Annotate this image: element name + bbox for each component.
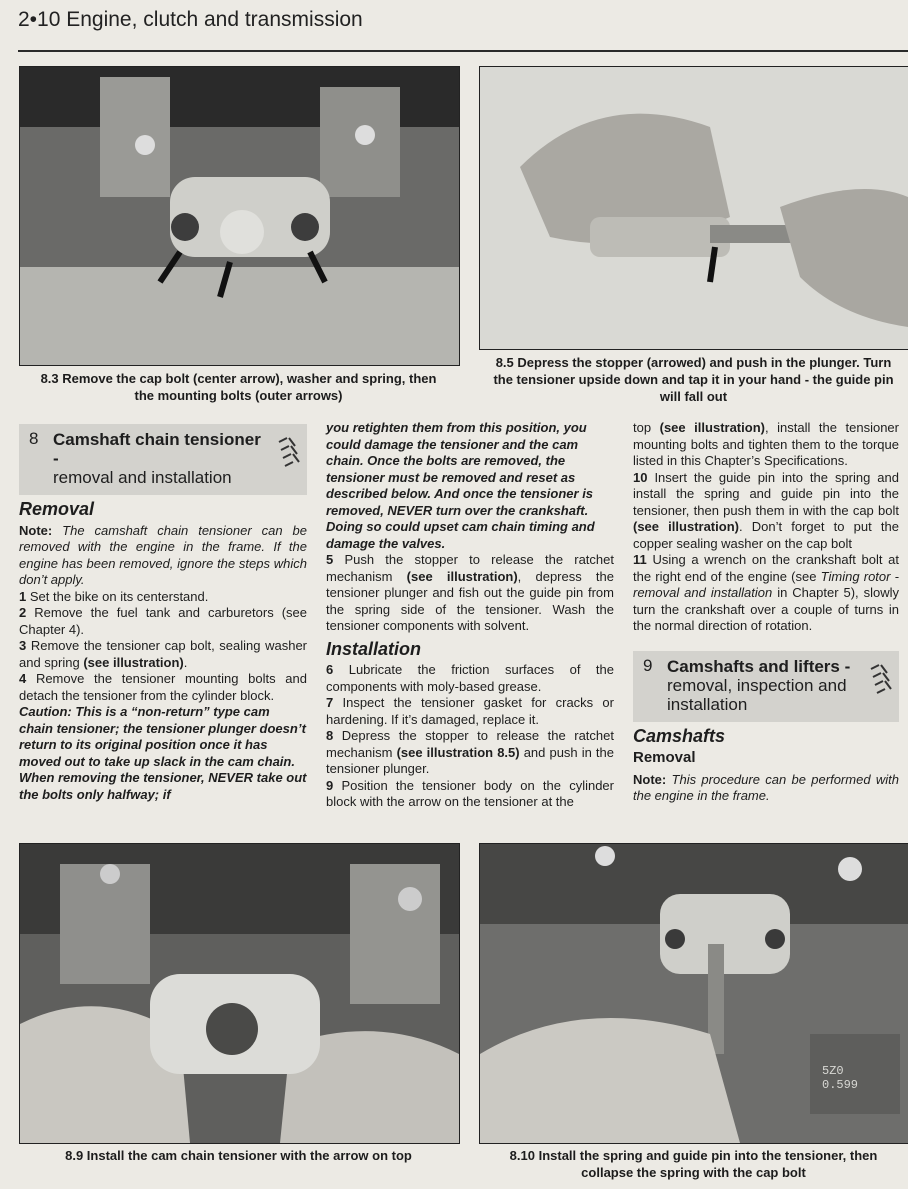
- photo-8-9: [19, 843, 460, 1144]
- spanner-rating-icon: [275, 434, 301, 472]
- caption-8-5: 8.5 Depress the stopper (arrowed) and push in the plunger. Turn the tensioner upside down and tap it in your hand - the guide pin will fall out: [493, 355, 894, 404]
- camshafts-heading: Camshafts: [633, 725, 726, 746]
- photo-8-5: [479, 66, 908, 350]
- photo-8-3: [19, 66, 460, 366]
- section-subtitle: removal and installation: [53, 468, 232, 487]
- column-2: you retighten them from this position, you could damage the tensioner and the cam chain. Once the bolts are removed, the tensioner must be removed and reset as described below. And once the tensioner is removed, NEVER turn over the crankshaft. Doing so could upset cam chain timing and damage the valves. 5 Push the stopper to release the ratchet mechanism (see illustration), depress the tensioner plunger and fish out the guide pin from the spring side of the tensioner. Wash the tensioner components with solvent. Installation 6 Lubricate the friction surfaces of the components with moly-based grease. 7 Inspect the tensioner gasket for cracks or hardening. If it’s damaged, replace it. 8 Depress the stopper to release the ratchet mechanism (see illustration 8.5) and push in the tensioner plunger. 9 Position the tensioner body on the cylinder block with the arrow on the tensioner at the: [326, 420, 614, 809]
- part-stamp: 5Z0 0.599: [822, 1064, 859, 1092]
- installation-heading: Installation: [326, 638, 422, 659]
- photo-8-10: [479, 843, 908, 1144]
- section-8-box: [19, 424, 307, 495]
- section-number: 8: [29, 429, 39, 448]
- camshafts-removal-heading: Removal: [633, 749, 696, 766]
- section-9-box: 9 Camshafts and lifters - removal, inspection and installation: [633, 651, 899, 722]
- caption-8-10: 8.10 Install the spring and guide pin into the tensioner, then collapse the spring with the cap bolt: [509, 1148, 878, 1180]
- section-title: Camshaft chain tensioner -: [53, 430, 261, 468]
- running-header: 2•10 Engine, clutch and transmission: [18, 8, 363, 31]
- removal-heading: Removal: [19, 499, 95, 519]
- caption-8-3: 8.3 Remove the cap bolt (center arrow), washer and spring, then the mounting bolts (outer arrows): [40, 371, 437, 403]
- column-3: top (see illustration), install the tensioner mounting bolts and tighten them to the torque listed in this Chapter’s Specifications. 10 Insert the guide pin into the spring and install the spring and guide pin into the tensioner, then push them in with the cap bolt (see illustration). Don’t forget to put the copper sealing washer on the cap bolt 11 Using a wrench on the crankshaft bolt at the right end of the engine (see Timing rotor - removal and installation in Chapter 5), slowly turn the crankshaft over a couple of turns in the normal direction of rotation. 9 Camshafts and lifters - removal, inspection and installation Camshafts Removal Note: This procedure can be performed with the engine in the frame.: [633, 420, 899, 803]
- caption-8-9: 8.9 Install the cam chain tensioner with the arrow on top: [65, 1148, 412, 1163]
- header-rule: [18, 50, 908, 52]
- spanner-rating-icon: [867, 661, 893, 699]
- column-1: 8 Camshaft chain tensioner - removal and installation Removal Note: The camshaft chain tensioner can be removed with the engine in the frame. If the engine has been removed, ignore the steps which don’t apply. 1 Set the bike on its centerstand. 2 Remove the fuel tank and carburetors (see Chapter 4). 3 Remove the tensioner cap bolt, sealing washer and spring (see illustration). 4 Remove the tensioner mounting bolts and detach the tensioner from the cylinder block. Caution: This is a “non-return” type cam chain tensioner; the tensioner plunger doesn’t return to its original position once it has moved out to take up slack in the cam chain. When removing the tensioner, NEVER take out the bolts only halfway; if: [19, 424, 307, 803]
